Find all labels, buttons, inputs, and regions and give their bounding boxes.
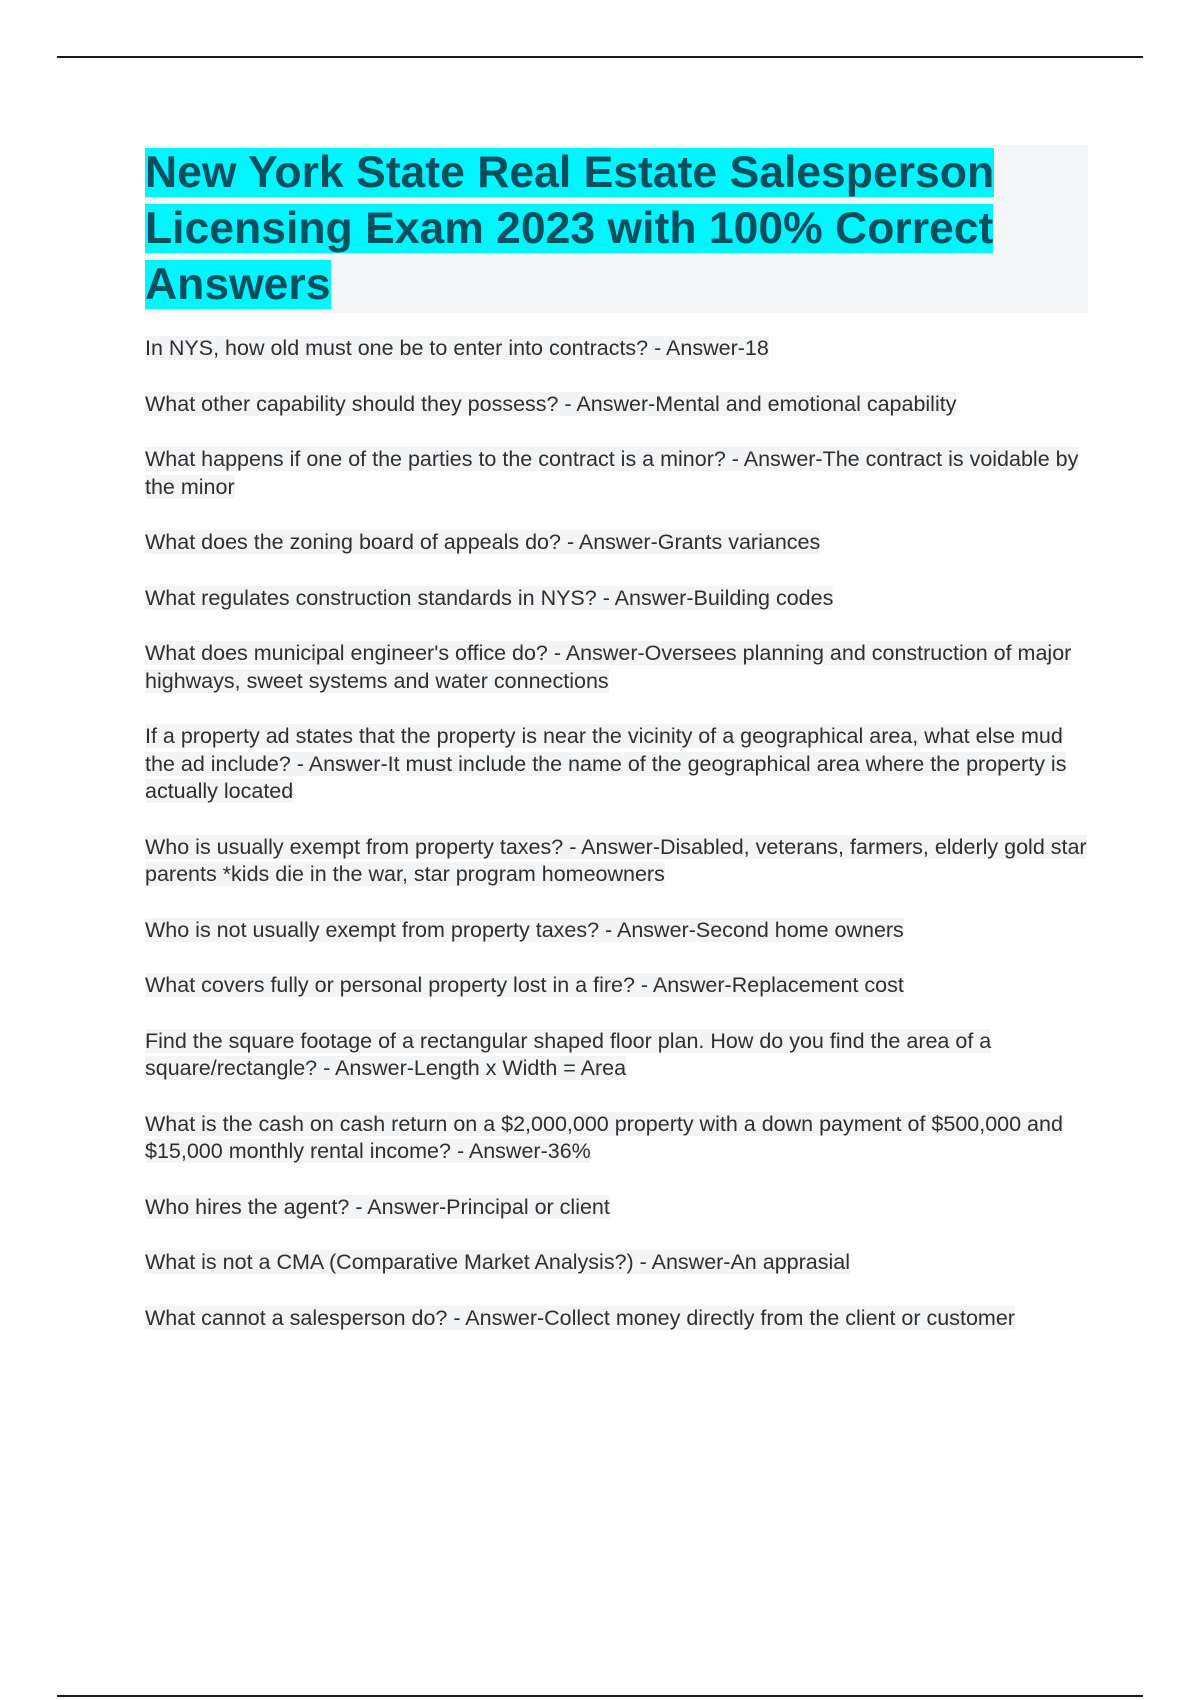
qa-list — [145, 335, 1088, 1332]
top-rule — [57, 56, 1143, 58]
qa-item — [145, 1194, 1088, 1222]
qa-item — [145, 1028, 1088, 1083]
qa-item-text: What is not a CMA (Comparative Market Analysis?) - Answer-An apprasial — [145, 1250, 850, 1274]
qa-item-text: If a property ad states that the property is near the vicinity of a geographical area, what else mud the ad include? - Answer-It must include the name of the geographical area where the property is actually located — [145, 724, 1067, 803]
qa-item — [145, 1305, 1088, 1333]
bottom-rule — [57, 1695, 1143, 1697]
qa-item-text: Who is usually exempt from property taxes? - Answer-Disabled, veterans, farmers, elderly gold star parents *kids die in the war, star program homeowners — [145, 834, 1087, 886]
qa-item — [145, 446, 1088, 501]
qa-item-text: What cannot a salesperson do? - Answer-Collect money directly from the client or customer — [145, 1305, 1015, 1330]
qa-item-text: What other capability should they possess? - Answer-Mental and emotional capability — [145, 391, 957, 416]
qa-item-text: What does the zoning board of appeals do? - Answer-Grants variances — [145, 530, 821, 554]
title-block — [145, 145, 1088, 313]
qa-item-text: What is the cash on cash return on a $2,000,000 property with a down payment of $500,000 and $15,000 monthly rental income? - Answer-36% — [145, 1111, 1063, 1163]
qa-item-text: Who hires the agent? - Answer-Principal or client — [145, 1194, 610, 1219]
qa-item-text: Who is not usually exempt from property taxes? - Answer-Second home owners — [145, 917, 904, 942]
qa-item — [145, 917, 1088, 945]
qa-item — [145, 391, 1088, 419]
document-content — [145, 145, 1088, 1360]
qa-item — [145, 640, 1088, 695]
qa-item-text: What does municipal engineer's office do? - Answer-Oversees planning and construction of major highways, sweet systems and water connections — [145, 641, 1072, 693]
qa-item — [145, 972, 1088, 1000]
qa-item — [145, 723, 1088, 806]
qa-item-text: What happens if one of the parties to the contract is a minor? - Answer-The contract is voidable by the minor — [145, 447, 1079, 499]
qa-item — [145, 1111, 1088, 1166]
qa-item-text: What regulates construction standards in NYS? - Answer-Building codes — [145, 585, 834, 610]
qa-item-text: What covers fully or personal property lost in a fire? - Answer-Replacement cost — [145, 973, 904, 997]
qa-item — [145, 585, 1088, 613]
document-title-text: New York State Real Estate Salesperson Licensing Exam 2023 with 100% Correct Answers — [145, 148, 995, 309]
qa-item — [145, 529, 1088, 557]
qa-item-text: In NYS, how old must one be to enter into contracts? - Answer-18 — [145, 336, 769, 360]
qa-item — [145, 834, 1088, 889]
qa-item — [145, 335, 1088, 363]
qa-item — [145, 1249, 1088, 1277]
qa-item-text: Find the square footage of a rectangular shaped floor plan. How do you find the area of a square/rectangle? - Answer-Length x Width = Area — [145, 1028, 992, 1080]
document-title — [145, 145, 1088, 313]
